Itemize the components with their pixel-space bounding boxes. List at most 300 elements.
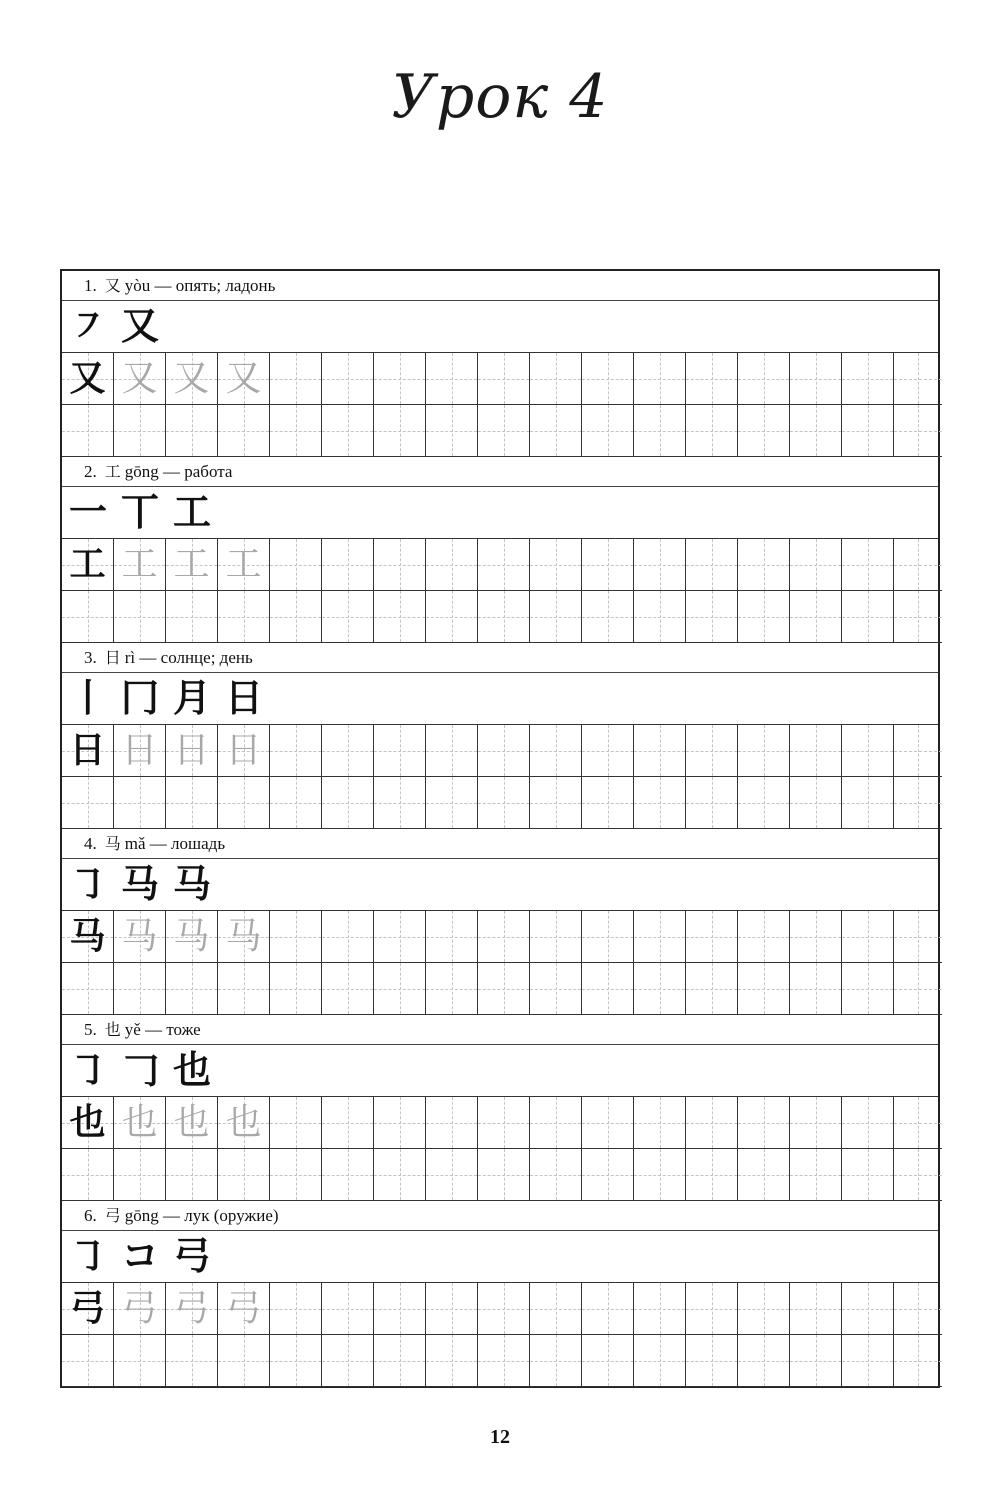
writing-cell[interactable]	[322, 591, 374, 643]
writing-cell[interactable]	[218, 1283, 270, 1335]
lesson-header	[62, 643, 938, 673]
writing-cell[interactable]	[530, 963, 582, 1015]
writing-cell[interactable]	[114, 1149, 166, 1201]
writing-cell[interactable]	[374, 1097, 426, 1149]
writing-cell[interactable]	[790, 777, 842, 829]
writing-cell[interactable]	[478, 911, 530, 963]
tracing-row	[62, 911, 938, 963]
writing-cell[interactable]	[530, 725, 582, 777]
writing-cell[interactable]	[894, 1149, 942, 1201]
writing-cell[interactable]	[530, 591, 582, 643]
writing-cell[interactable]	[686, 1283, 738, 1335]
writing-cell[interactable]	[426, 777, 478, 829]
writing-cell[interactable]	[686, 963, 738, 1015]
stroke-step: コ	[120, 1234, 159, 1278]
writing-cell[interactable]	[166, 963, 218, 1015]
stroke-step: 也	[172, 1048, 211, 1092]
writing-cell[interactable]	[270, 1149, 322, 1201]
stroke-step: 工	[172, 490, 211, 534]
lesson-hanzi: 也	[104, 1020, 121, 1039]
writing-cell[interactable]	[790, 963, 842, 1015]
trace-character: 马	[225, 916, 262, 957]
writing-cell[interactable]	[322, 405, 374, 457]
writing-cell[interactable]	[790, 405, 842, 457]
stroke-step: ㇆	[68, 862, 107, 906]
writing-cell[interactable]	[62, 725, 114, 777]
writing-cell[interactable]	[322, 353, 374, 405]
writing-cell[interactable]	[790, 725, 842, 777]
writing-cell[interactable]	[894, 591, 942, 643]
writing-cell[interactable]	[530, 777, 582, 829]
writing-cell[interactable]	[582, 777, 634, 829]
writing-cell[interactable]	[114, 591, 166, 643]
writing-cell[interactable]	[634, 405, 686, 457]
writing-cell[interactable]	[166, 911, 218, 963]
lesson-pinyin: gōng	[124, 1206, 159, 1225]
writing-cell[interactable]	[218, 777, 270, 829]
writing-cell[interactable]	[114, 1283, 166, 1335]
lesson-number: 3.	[84, 648, 97, 667]
trace-character: 又	[173, 358, 210, 399]
stroke-step: 冂	[120, 676, 159, 720]
writing-cell[interactable]	[842, 1097, 894, 1149]
writing-cell[interactable]	[218, 539, 270, 591]
writing-cell[interactable]	[842, 1283, 894, 1335]
writing-cell[interactable]	[374, 1149, 426, 1201]
lesson-block	[62, 643, 938, 829]
writing-cell[interactable]	[114, 353, 166, 405]
model-character: 又	[69, 358, 106, 399]
trace-character: 弓	[173, 1288, 210, 1329]
writing-cell[interactable]	[426, 1097, 478, 1149]
writing-cell[interactable]	[686, 911, 738, 963]
writing-cell[interactable]	[114, 911, 166, 963]
writing-cell[interactable]	[894, 963, 942, 1015]
stroke-step: ㇆	[68, 1048, 107, 1092]
writing-cell[interactable]	[790, 1335, 842, 1387]
lesson-meaning: — лук (оружие)	[163, 1206, 279, 1225]
writing-cell[interactable]	[738, 1335, 790, 1387]
writing-cell[interactable]	[270, 591, 322, 643]
writing-cell[interactable]	[790, 1149, 842, 1201]
writing-cell[interactable]	[790, 353, 842, 405]
writing-cell[interactable]	[582, 1335, 634, 1387]
writing-cell[interactable]	[894, 539, 942, 591]
trace-character: 日	[225, 730, 262, 771]
writing-cell[interactable]	[62, 405, 114, 457]
writing-cell[interactable]	[218, 963, 270, 1015]
writing-cell[interactable]	[582, 911, 634, 963]
lesson-block	[62, 457, 938, 643]
stroke-step: 马	[120, 862, 159, 906]
stroke-order-row	[62, 859, 938, 911]
writing-cell[interactable]	[842, 963, 894, 1015]
writing-cell[interactable]	[374, 1283, 426, 1335]
trace-character: 又	[225, 358, 262, 399]
writing-cell[interactable]	[582, 963, 634, 1015]
writing-cell[interactable]	[374, 591, 426, 643]
lesson-number: 4.	[84, 834, 97, 853]
trace-character: 工	[121, 544, 158, 585]
stroke-step: 弓	[172, 1234, 211, 1278]
writing-cell[interactable]	[530, 1283, 582, 1335]
writing-cell[interactable]	[634, 963, 686, 1015]
lesson-pinyin: yòu	[124, 276, 151, 295]
writing-cell[interactable]	[582, 353, 634, 405]
writing-cell[interactable]	[582, 1097, 634, 1149]
writing-cell[interactable]	[166, 591, 218, 643]
writing-cell[interactable]	[374, 405, 426, 457]
writing-cell[interactable]	[686, 777, 738, 829]
writing-cell[interactable]	[166, 725, 218, 777]
writing-cell[interactable]	[634, 1283, 686, 1335]
model-character: 弓	[69, 1288, 106, 1329]
writing-cell[interactable]	[218, 911, 270, 963]
practice-row	[62, 1335, 938, 1387]
writing-cell[interactable]	[790, 1283, 842, 1335]
writing-cell[interactable]	[114, 405, 166, 457]
writing-cell[interactable]	[426, 591, 478, 643]
writing-cell[interactable]	[426, 539, 478, 591]
writing-cell[interactable]	[62, 911, 114, 963]
writing-cell[interactable]	[634, 777, 686, 829]
lesson-header	[62, 457, 938, 487]
writing-cell[interactable]	[270, 725, 322, 777]
practice-sheet	[60, 269, 940, 1388]
trace-character: 弓	[225, 1288, 262, 1329]
stroke-order-row	[62, 301, 938, 353]
lesson-hanzi: 日	[104, 648, 121, 667]
writing-cell[interactable]	[114, 777, 166, 829]
writing-cell[interactable]	[426, 1149, 478, 1201]
stroke-step: 日	[224, 676, 263, 720]
writing-cell[interactable]	[894, 405, 942, 457]
trace-character: 工	[173, 544, 210, 585]
writing-cell[interactable]	[322, 1283, 374, 1335]
lesson-header	[62, 271, 938, 301]
writing-cell[interactable]	[322, 1097, 374, 1149]
stroke-step: 又	[120, 304, 159, 348]
page-title: Урок 4	[391, 62, 609, 132]
writing-cell[interactable]	[62, 1283, 114, 1335]
writing-cell[interactable]	[686, 1335, 738, 1387]
writing-cell[interactable]	[842, 1335, 894, 1387]
writing-cell[interactable]	[634, 1097, 686, 1149]
practice-row	[62, 591, 938, 643]
writing-cell[interactable]	[582, 1283, 634, 1335]
writing-cell[interactable]	[166, 539, 218, 591]
writing-cell[interactable]	[634, 591, 686, 643]
stroke-order-row	[62, 1231, 938, 1283]
writing-cell[interactable]	[322, 911, 374, 963]
writing-cell[interactable]	[218, 591, 270, 643]
writing-cell[interactable]	[374, 725, 426, 777]
trace-character: 日	[121, 730, 158, 771]
trace-character: 日	[173, 730, 210, 771]
practice-row	[62, 1149, 938, 1201]
writing-cell[interactable]	[738, 725, 790, 777]
tracing-row	[62, 1097, 938, 1149]
practice-row	[62, 963, 938, 1015]
writing-cell[interactable]	[478, 539, 530, 591]
writing-cell[interactable]	[374, 1335, 426, 1387]
trace-character: 弓	[121, 1288, 158, 1329]
writing-cell[interactable]	[894, 1283, 942, 1335]
writing-cell[interactable]	[478, 777, 530, 829]
writing-cell[interactable]	[738, 353, 790, 405]
writing-cell[interactable]	[686, 1149, 738, 1201]
writing-cell[interactable]	[686, 539, 738, 591]
lesson-meaning: — работа	[163, 462, 233, 481]
writing-cell[interactable]	[426, 1335, 478, 1387]
writing-cell[interactable]	[738, 963, 790, 1015]
writing-cell[interactable]	[582, 1149, 634, 1201]
stroke-order-row	[62, 673, 938, 725]
lesson-hanzi: 马	[104, 834, 121, 853]
tracing-row	[62, 539, 938, 591]
writing-cell[interactable]	[270, 1097, 322, 1149]
lesson-meaning: — солнце; день	[139, 648, 253, 667]
writing-cell[interactable]	[114, 725, 166, 777]
writing-cell[interactable]	[322, 963, 374, 1015]
stroke-step: 丅	[120, 490, 159, 534]
lesson-block	[62, 271, 938, 457]
writing-cell[interactable]	[530, 539, 582, 591]
writing-cell[interactable]	[374, 777, 426, 829]
lesson-pinyin: rì	[124, 648, 136, 667]
writing-cell[interactable]	[582, 725, 634, 777]
writing-cell[interactable]	[218, 405, 270, 457]
writing-cell[interactable]	[686, 1097, 738, 1149]
lesson-header	[62, 829, 938, 859]
lesson-meaning: — лошадь	[149, 834, 226, 853]
writing-cell[interactable]	[426, 1283, 478, 1335]
writing-cell[interactable]	[790, 539, 842, 591]
writing-cell[interactable]	[582, 405, 634, 457]
writing-cell[interactable]	[322, 1149, 374, 1201]
writing-cell[interactable]	[478, 353, 530, 405]
stroke-step: 一	[68, 490, 107, 534]
writing-cell[interactable]	[166, 1149, 218, 1201]
writing-cell[interactable]	[530, 405, 582, 457]
writing-cell[interactable]	[478, 405, 530, 457]
writing-cell[interactable]	[790, 1097, 842, 1149]
model-character: 日	[69, 730, 106, 771]
lesson-header	[62, 1015, 938, 1045]
writing-cell[interactable]	[218, 725, 270, 777]
writing-cell[interactable]	[322, 539, 374, 591]
writing-cell[interactable]	[218, 1097, 270, 1149]
practice-row	[62, 777, 938, 829]
trace-character: 工	[225, 544, 262, 585]
writing-cell[interactable]	[634, 1149, 686, 1201]
writing-cell[interactable]	[62, 1149, 114, 1201]
stroke-step: ㇆	[68, 1234, 107, 1278]
tracing-row	[62, 1283, 938, 1335]
writing-cell[interactable]	[530, 1149, 582, 1201]
writing-cell[interactable]	[270, 911, 322, 963]
model-character: 也	[69, 1102, 106, 1143]
writing-cell[interactable]	[62, 591, 114, 643]
writing-cell[interactable]	[62, 963, 114, 1015]
writing-cell[interactable]	[426, 911, 478, 963]
writing-cell[interactable]	[322, 1335, 374, 1387]
practice-row	[62, 405, 938, 457]
writing-cell[interactable]	[842, 353, 894, 405]
model-character: 马	[69, 916, 106, 957]
lesson-hanzi: 弓	[104, 1206, 121, 1225]
lesson-pinyin: gōng	[124, 462, 159, 481]
writing-cell[interactable]	[634, 539, 686, 591]
writing-cell[interactable]	[62, 777, 114, 829]
stroke-step: ㇇	[68, 304, 107, 348]
writing-cell[interactable]	[478, 1283, 530, 1335]
writing-cell[interactable]	[738, 777, 790, 829]
writing-cell[interactable]	[374, 963, 426, 1015]
lesson-header	[62, 1201, 938, 1231]
writing-cell[interactable]	[270, 1335, 322, 1387]
trace-character: 也	[225, 1102, 262, 1143]
writing-cell[interactable]	[790, 911, 842, 963]
writing-cell[interactable]	[790, 591, 842, 643]
lesson-number: 2.	[84, 462, 97, 481]
writing-cell[interactable]	[62, 1097, 114, 1149]
writing-cell[interactable]	[166, 1283, 218, 1335]
writing-cell[interactable]	[634, 725, 686, 777]
stroke-step: 𠃌	[120, 1048, 159, 1092]
writing-cell[interactable]	[270, 963, 322, 1015]
writing-cell[interactable]	[374, 539, 426, 591]
writing-cell[interactable]	[842, 405, 894, 457]
writing-cell[interactable]	[634, 911, 686, 963]
writing-cell[interactable]	[738, 911, 790, 963]
writing-cell[interactable]	[842, 725, 894, 777]
writing-cell[interactable]	[530, 911, 582, 963]
writing-cell[interactable]	[478, 1149, 530, 1201]
writing-cell[interactable]	[478, 591, 530, 643]
tracing-row	[62, 353, 938, 405]
writing-cell[interactable]	[738, 405, 790, 457]
lesson-pinyin: yě	[124, 1020, 141, 1039]
writing-cell[interactable]	[530, 1097, 582, 1149]
writing-cell[interactable]	[114, 1335, 166, 1387]
writing-cell[interactable]	[894, 911, 942, 963]
writing-cell[interactable]	[582, 539, 634, 591]
writing-cell[interactable]	[842, 911, 894, 963]
trace-character: 又	[121, 358, 158, 399]
writing-cell[interactable]	[426, 963, 478, 1015]
writing-cell[interactable]	[114, 963, 166, 1015]
writing-cell[interactable]	[842, 1149, 894, 1201]
writing-cell[interactable]	[166, 353, 218, 405]
stroke-step: 丨	[68, 676, 107, 720]
writing-cell[interactable]	[738, 1283, 790, 1335]
writing-cell[interactable]	[270, 405, 322, 457]
writing-cell[interactable]	[426, 353, 478, 405]
lesson-number: 6.	[84, 1206, 97, 1225]
stroke-step: 马	[172, 862, 211, 906]
writing-cell[interactable]	[738, 539, 790, 591]
writing-cell[interactable]	[686, 725, 738, 777]
writing-cell[interactable]	[218, 1335, 270, 1387]
writing-cell[interactable]	[894, 777, 942, 829]
model-character: 工	[69, 544, 106, 585]
writing-cell[interactable]	[842, 591, 894, 643]
writing-cell[interactable]	[166, 1097, 218, 1149]
writing-cell[interactable]	[634, 1335, 686, 1387]
writing-cell[interactable]	[894, 353, 942, 405]
writing-cell[interactable]	[478, 725, 530, 777]
lesson-hanzi: 工	[104, 462, 121, 481]
lesson-block	[62, 829, 938, 1015]
writing-cell[interactable]	[218, 1149, 270, 1201]
writing-cell[interactable]	[426, 405, 478, 457]
writing-cell[interactable]	[478, 1335, 530, 1387]
writing-cell[interactable]	[62, 1335, 114, 1387]
writing-cell[interactable]	[114, 1097, 166, 1149]
writing-cell[interactable]	[894, 1097, 942, 1149]
writing-cell[interactable]	[166, 777, 218, 829]
writing-cell[interactable]	[686, 353, 738, 405]
writing-cell[interactable]	[166, 405, 218, 457]
writing-cell[interactable]	[478, 963, 530, 1015]
writing-cell[interactable]	[114, 539, 166, 591]
lesson-meaning: — тоже	[145, 1020, 201, 1039]
writing-cell[interactable]	[686, 591, 738, 643]
stroke-order-row	[62, 487, 938, 539]
writing-cell[interactable]	[582, 591, 634, 643]
writing-cell[interactable]	[894, 1335, 942, 1387]
writing-cell[interactable]	[426, 725, 478, 777]
writing-cell[interactable]	[322, 777, 374, 829]
writing-cell[interactable]	[270, 777, 322, 829]
lesson-block	[62, 1015, 938, 1201]
writing-cell[interactable]	[842, 777, 894, 829]
writing-cell[interactable]	[738, 591, 790, 643]
trace-character: 也	[121, 1102, 158, 1143]
writing-cell[interactable]	[374, 353, 426, 405]
trace-character: 马	[173, 916, 210, 957]
writing-cell[interactable]	[62, 539, 114, 591]
writing-cell[interactable]	[218, 353, 270, 405]
writing-cell[interactable]	[686, 405, 738, 457]
writing-cell[interactable]	[270, 1283, 322, 1335]
writing-cell[interactable]	[270, 353, 322, 405]
writing-cell[interactable]	[62, 353, 114, 405]
writing-cell[interactable]	[738, 1149, 790, 1201]
page-number: 12	[490, 1426, 510, 1448]
lesson-number: 5.	[84, 1020, 97, 1039]
writing-cell[interactable]	[894, 725, 942, 777]
writing-cell[interactable]	[374, 911, 426, 963]
trace-character: 马	[121, 916, 158, 957]
writing-cell[interactable]	[530, 1335, 582, 1387]
lesson-number: 1.	[84, 276, 97, 295]
lesson-pinyin: mǎ	[124, 834, 146, 853]
writing-cell[interactable]	[738, 1097, 790, 1149]
writing-cell[interactable]	[842, 539, 894, 591]
stroke-order-row	[62, 1045, 938, 1097]
stroke-step: 月	[172, 676, 211, 720]
writing-cell[interactable]	[530, 353, 582, 405]
writing-cell[interactable]	[478, 1097, 530, 1149]
writing-cell[interactable]	[270, 539, 322, 591]
writing-cell[interactable]	[634, 353, 686, 405]
writing-cell[interactable]	[166, 1335, 218, 1387]
tracing-row	[62, 725, 938, 777]
trace-character: 也	[173, 1102, 210, 1143]
writing-cell[interactable]	[322, 725, 374, 777]
